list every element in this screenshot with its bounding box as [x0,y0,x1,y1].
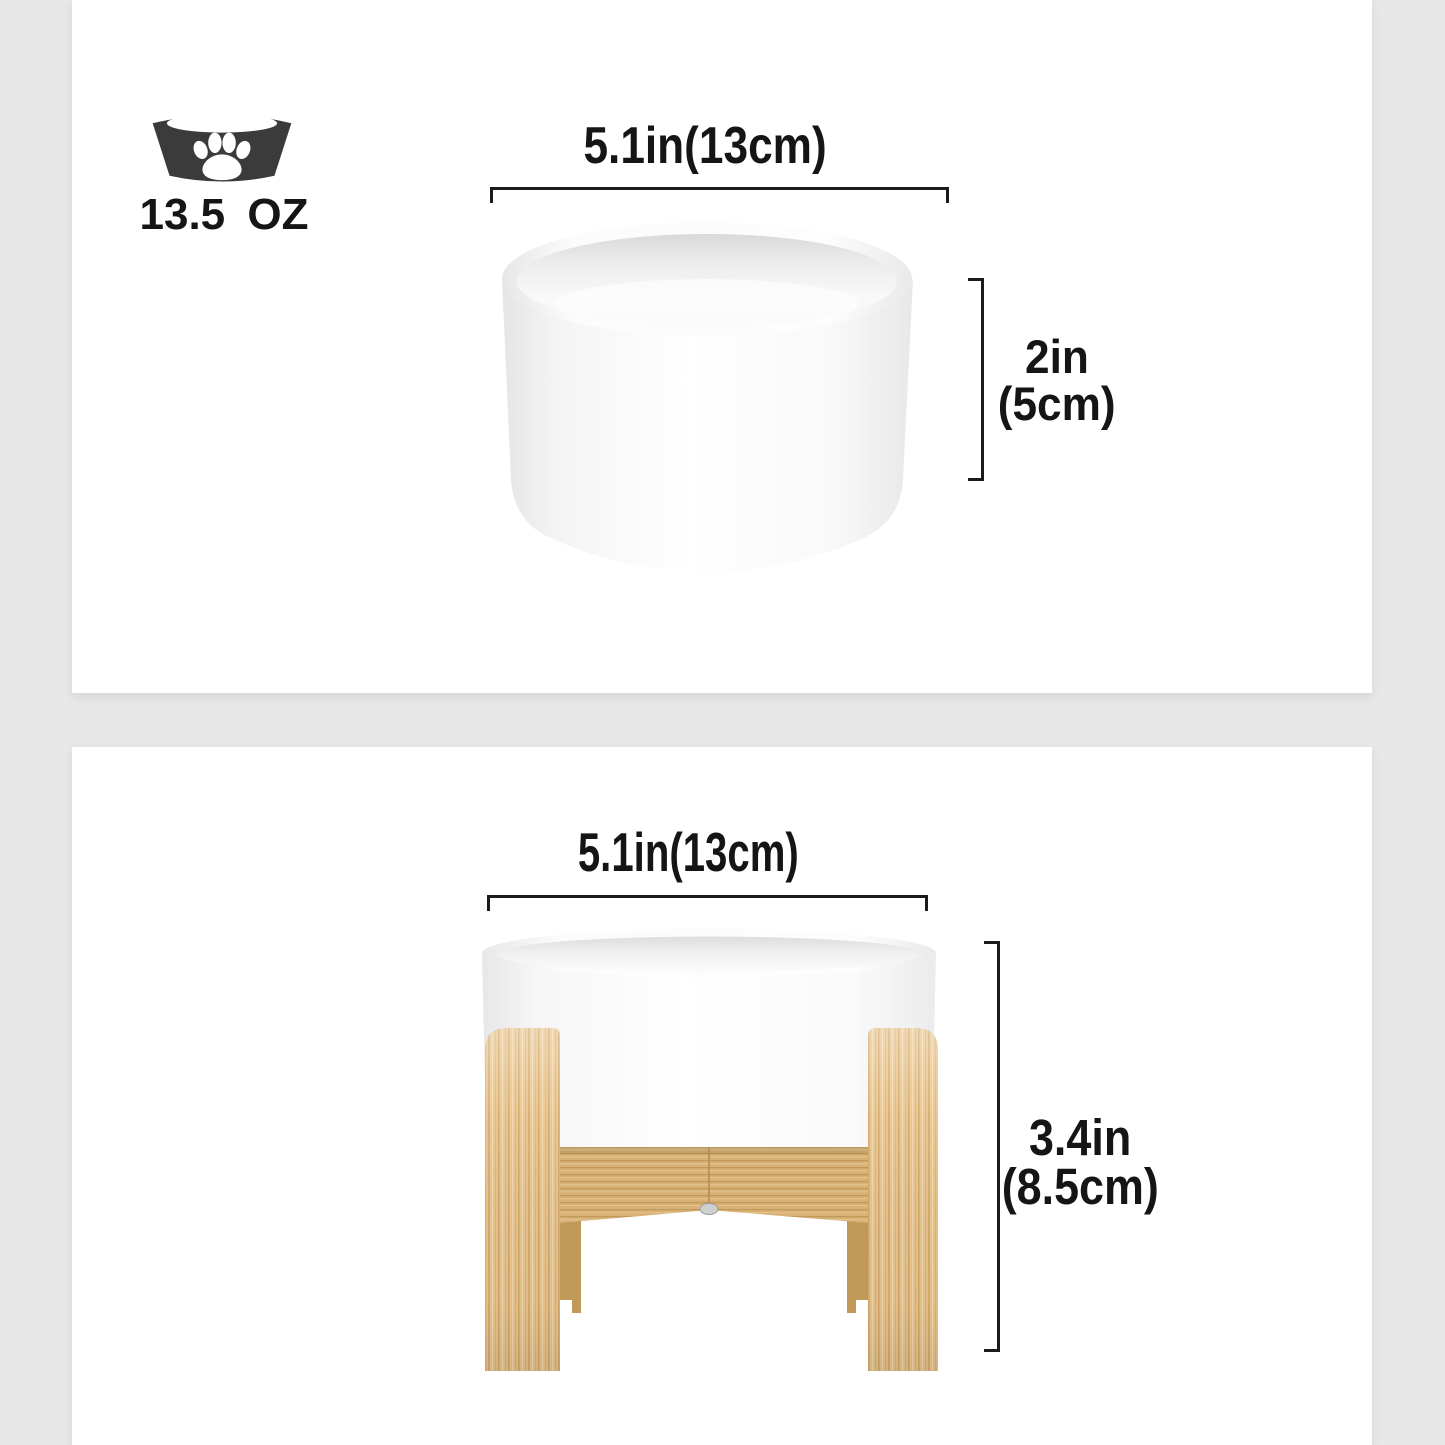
capacity-badge [142,101,302,190]
stand-screw [700,1204,718,1215]
bottom-height-dimension-text-line1: 3.4in [1028,1109,1132,1166]
pet-bowl-paw-icon [142,101,302,190]
top-width-dimension-line [490,187,949,203]
bottom-width-dimension-line [487,895,928,911]
top-height-dimension-text-line1: 2in [1025,330,1089,383]
bottom-height-dimension-label [990,1109,1170,1216]
bottom-width-dimension-text: 5.1in(13cm) [577,821,799,883]
bowl-with-stand-image [468,922,948,1377]
ceramic-bowl-image [498,218,918,580]
top-width-dimension-label [455,117,955,175]
top-height-dimension-label [977,330,1137,430]
capacity-label: 13.5 OZ [139,190,309,239]
bottom-panel [72,747,1372,1445]
bottom-width-dimension-label [438,821,938,883]
bottom-height-dimension-text-line2: (8.5cm) [1001,1158,1159,1216]
top-panel [72,0,1372,693]
top-width-dimension-text: 5.1in(13cm) [583,117,827,175]
top-height-dimension-text-line2: (5cm) [998,377,1116,430]
